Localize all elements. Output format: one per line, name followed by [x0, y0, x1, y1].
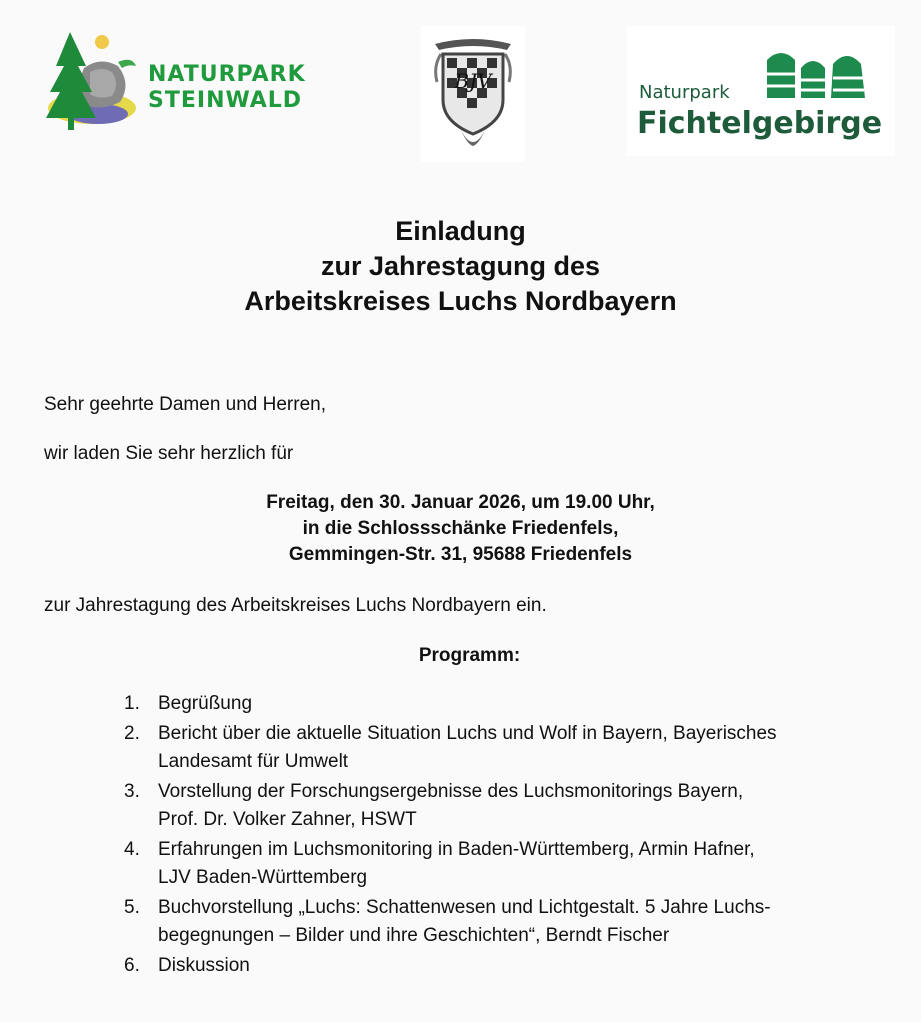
salutation: Sehr geehrte Damen und Herren, — [44, 394, 326, 415]
program-heading: Programm: — [418, 645, 521, 666]
steinwald-line1: NATURPARK — [148, 62, 306, 87]
program-list — [120, 690, 910, 981]
naturpark-fichtelgebirge-logo — [627, 26, 895, 156]
bjv-crest-icon — [421, 26, 525, 162]
item-number: 6. — [124, 954, 140, 976]
title-line-2: zur Jahrestagung des — [320, 251, 601, 281]
item-number: 4. — [124, 838, 140, 860]
event-details — [0, 490, 921, 568]
forest-icon — [761, 40, 873, 100]
program-item — [120, 778, 910, 835]
fichtelgebirge-small: Naturpark — [639, 82, 730, 103]
item-text-continued: begegnungen – Bilder und ihre Geschichten“, Berndt Fischer — [158, 925, 670, 946]
item-text: Erfahrungen im Luchsmonitoring in Baden-Württemberg, Armin Hafner, — [158, 838, 755, 860]
program-item — [120, 894, 910, 951]
program-item — [120, 720, 910, 777]
tree-rock-icon — [40, 26, 140, 136]
program-item — [120, 952, 910, 981]
item-text-continued: LJV Baden-Württemberg — [158, 867, 368, 888]
program-item — [120, 690, 910, 719]
item-number: 1. — [124, 693, 140, 714]
bjv-emblem-text: BJV — [454, 69, 492, 93]
fichtelgebirge-big: Fichtelgebirge — [637, 106, 883, 141]
item-text: Diskussion — [158, 954, 250, 976]
bjv-logo — [421, 26, 525, 162]
item-number: 5. — [124, 896, 140, 918]
item-text: Vorstellung der Forschungsergebnisse des Luchsmonitorings Bayern, — [158, 780, 744, 802]
item-number: 2. — [124, 722, 140, 744]
item-number: 3. — [124, 780, 140, 802]
item-text: Bericht über die aktuelle Situation Luchs und Wolf in Bayern, Bayerisches — [158, 722, 777, 744]
item-text: Buchvorstellung „Luchs: Schattenwesen und Lichtgestalt. 5 Jahre Luchs- — [158, 896, 771, 918]
program-item — [120, 836, 910, 893]
event-venue: in die Schlossschänke Friedenfels, — [302, 518, 619, 539]
event-address: Gemmingen-Str. 31, 95688 Friedenfels — [288, 544, 633, 565]
outro-text: zur Jahrestagung des Arbeitskreises Luchs Nordbayern ein. — [44, 595, 547, 616]
logo-header — [0, 0, 921, 170]
event-date: Freitag, den 30. Januar 2026, um 19.00 Uhr, — [266, 492, 655, 513]
title-line-3: Arbeitskreises Luchs Nordbayern — [244, 286, 677, 316]
steinwald-line2: STEINWALD — [148, 88, 303, 113]
item-text-continued: Landesamt für Umwelt — [158, 751, 349, 772]
item-text: Begrüßung — [158, 693, 253, 714]
item-text-continued: Prof. Dr. Volker Zahner, HSWT — [158, 809, 417, 830]
intro-text: wir laden Sie sehr herzlich für — [44, 443, 294, 464]
naturpark-steinwald-logo — [40, 26, 340, 136]
invitation-title — [0, 214, 921, 319]
title-line-1: Einladung — [395, 216, 526, 246]
